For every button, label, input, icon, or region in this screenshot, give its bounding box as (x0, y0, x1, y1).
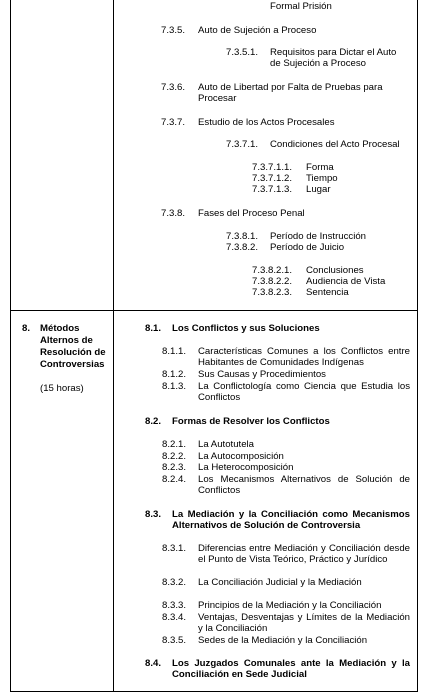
item-number: 8.2.3. (162, 462, 187, 473)
item-number: 8.2.1. (162, 439, 187, 450)
section-number: 8.2. (145, 416, 162, 427)
section-title: La Mediación y la Conciliación como Mecanismos Alternativos de Solución de Controversia (172, 509, 410, 531)
item-text: Auto de Sujeción a Proceso (198, 25, 317, 36)
item-text: Sentencia (306, 287, 349, 298)
item-text: Diferencias entre Mediación y Conciliación desde el Punto de Vista Teórico, Práctico y Jurídico (198, 543, 410, 565)
item-text: Requisitos para Dictar el Auto (270, 47, 397, 58)
item-text: Período de Instrucción (270, 231, 366, 242)
unit-title-line: Controversias (40, 359, 105, 370)
row-divider (10, 310, 418, 311)
item-text: La Heterocomposición (198, 462, 294, 473)
section-number: 8.3. (145, 509, 162, 520)
item-text: Forma (306, 162, 334, 173)
item-number: 7.3.5.1. (226, 47, 259, 58)
item-number: 7.3.7.1.2. (252, 173, 293, 184)
item-text: Ventajas, Desventajas y Límites de la Mediación y la Conciliación (198, 612, 410, 634)
prev-item-tail: Formal Prisión (270, 1, 332, 12)
item-number: 7.3.7.1.1. (252, 162, 293, 173)
item-text: Principios de la Mediación y la Conciliación (198, 600, 382, 611)
table-bottom-border (10, 691, 418, 692)
table-left-border (10, 0, 11, 692)
section-title: Los Juzgados Comunales ante la Mediación y la Conciliación en Sede Judicial (172, 658, 410, 680)
unit-title-line: Resolución de (40, 347, 106, 358)
item-text: Fases del Proceso Penal (198, 208, 305, 219)
item-text: Condiciones del Acto Procesal (270, 139, 400, 150)
item-text: Procesar (198, 93, 237, 104)
item-text: Sedes de la Mediación y la Conciliación (198, 635, 368, 646)
item-number: 8.2.2. (162, 451, 187, 462)
item-number: 8.3.3. (162, 600, 187, 611)
item-text: Tiempo (306, 173, 338, 184)
item-number: 8.3.2. (162, 577, 187, 588)
item-text: La Conciliación Judicial y la Mediación (198, 577, 362, 588)
item-number: 7.3.8.2. (226, 242, 259, 253)
item-text: Sus Causas y Procedimientos (198, 369, 326, 380)
item-number: 8.1.2. (162, 369, 187, 380)
item-number: 8.1.3. (162, 381, 187, 392)
item-text: Características Comunes a los Conflictos entre Habitantes de Comunidades Indígenas (198, 346, 410, 368)
item-text: Período de Juicio (270, 242, 345, 253)
item-number: 7.3.5. (161, 25, 186, 36)
item-text: Estudio de los Actos Procesales (198, 117, 335, 128)
item-number: 8.3.4. (162, 612, 187, 623)
item-text: Conclusiones (306, 265, 364, 276)
item-text: de Sujeción a Proceso (270, 58, 366, 69)
unit-hours: (15 horas) (40, 383, 84, 394)
item-text: Lugar (306, 184, 331, 195)
item-text: La Autotutela (198, 439, 255, 450)
item-number: 7.3.7.1. (226, 139, 259, 150)
item-number: 8.3.5. (162, 635, 187, 646)
table-right-border (417, 0, 418, 692)
item-number: 8.2.4. (162, 474, 187, 485)
item-number: 7.3.8.1. (226, 231, 259, 242)
item-number: 7.3.7.1.3. (252, 184, 293, 195)
item-number: 7.3.8.2.2. (252, 276, 293, 287)
item-number: 7.3.7. (161, 117, 186, 128)
section-title: Formas de Resolver los Conflictos (172, 416, 330, 427)
item-text: La Conflictología como Ciencia que Estudia los Conflictos (198, 381, 410, 403)
item-number: 7.3.8.2.3. (252, 287, 293, 298)
item-number: 7.3.6. (161, 82, 186, 93)
table-column-divider (113, 0, 114, 692)
item-text: Audiencia de Vista (306, 276, 386, 287)
item-number: 7.3.8.2.1. (252, 265, 293, 276)
item-number: 8.1.1. (162, 346, 187, 357)
unit-title-line: Métodos (40, 323, 80, 334)
item-text: La Autocomposición (198, 451, 284, 462)
unit-title-line: Alternos de (40, 335, 93, 346)
item-number: 8.3.1. (162, 543, 187, 554)
section-number: 8.1. (145, 323, 162, 334)
item-text: Los Mecanismos Alternativos de Solución de Conflictos (198, 474, 410, 496)
section-title: Los Conflictos y sus Soluciones (172, 323, 320, 334)
unit-number: 8. (22, 323, 31, 334)
item-number: 7.3.8. (161, 208, 186, 219)
item-text: Auto de Libertad por Falta de Pruebas para (198, 82, 383, 93)
section-number: 8.4. (145, 658, 162, 669)
